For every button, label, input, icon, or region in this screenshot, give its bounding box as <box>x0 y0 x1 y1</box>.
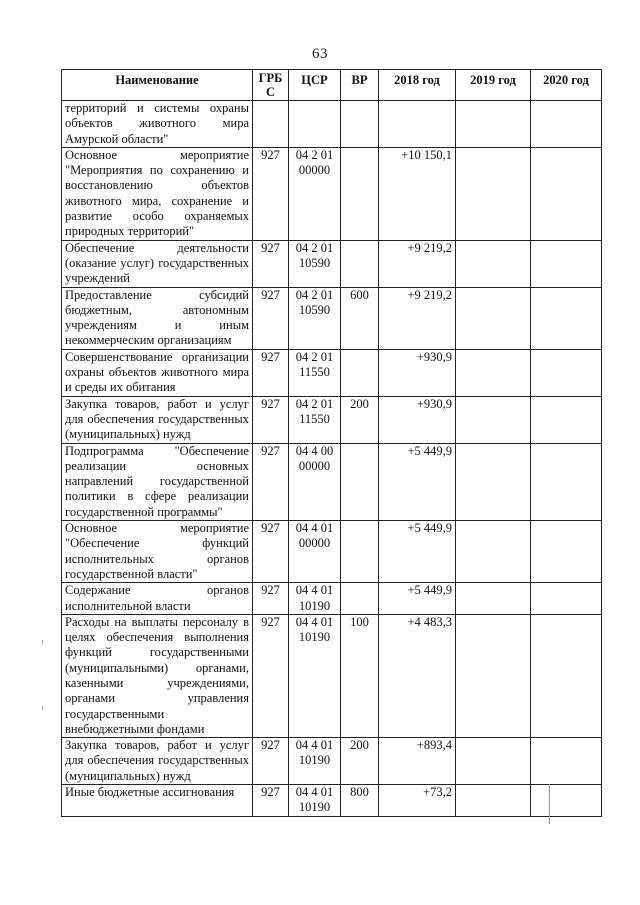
value-2020-cell <box>531 785 602 817</box>
grbs-cell: 927 <box>253 349 289 396</box>
value-2019-cell <box>456 349 531 396</box>
grbs-cell <box>253 101 289 148</box>
value-2020-cell <box>531 349 602 396</box>
vr-cell <box>341 240 379 287</box>
table-row <box>62 147 602 240</box>
page-number: 63 <box>312 46 328 62</box>
table-body <box>62 101 602 817</box>
name-cell: Закупка товаров, работ и услуг для обеспечения государственных (муниципальных) нужд <box>62 396 253 443</box>
name-cell: Расходы на выплаты персоналу в целях обеспечения выполнения функций государственными (муниципальными) органами, казенными учреждениями, органами управления государственными внебюджетными фондами <box>62 614 253 737</box>
csr-cell: 04 2 01 11550 <box>289 349 341 396</box>
value-2019-cell <box>456 443 531 520</box>
name-cell: Основное мероприятие "Обеспечение функций исполнительных органов государственной власти" <box>62 521 253 583</box>
table-row <box>62 583 602 615</box>
grbs-cell: 927 <box>253 147 289 240</box>
csr-cell: 04 4 01 10190 <box>289 785 341 817</box>
column-header-2018: 2018 год <box>379 70 456 101</box>
value-2018-cell: +5 449,9 <box>379 583 456 615</box>
table-row <box>62 738 602 785</box>
vr-cell <box>341 521 379 583</box>
value-2018-cell: +5 449,9 <box>379 443 456 520</box>
value-2020-cell <box>531 147 602 240</box>
value-2020-cell <box>531 583 602 615</box>
grbs-cell: 927 <box>253 738 289 785</box>
csr-cell <box>289 101 341 148</box>
value-2019-cell <box>456 583 531 615</box>
budget-table <box>61 69 602 817</box>
grbs-cell: 927 <box>253 443 289 520</box>
vr-cell: 100 <box>341 614 379 737</box>
value-2018-cell <box>379 101 456 148</box>
value-2019-cell <box>456 147 531 240</box>
table-row <box>62 443 602 520</box>
scan-artifact <box>42 640 43 644</box>
column-header-name: Наименование <box>62 70 253 101</box>
vr-cell <box>341 147 379 240</box>
grbs-cell: 927 <box>253 287 289 349</box>
value-2020-cell <box>531 614 602 737</box>
csr-cell: 04 4 00 00000 <box>289 443 341 520</box>
value-2018-cell: +4 483,3 <box>379 614 456 737</box>
name-cell: территорий и системы охраны объектов животного мира Амурской области" <box>62 101 253 148</box>
csr-cell: 04 2 01 11550 <box>289 396 341 443</box>
vr-cell: 800 <box>341 785 379 817</box>
value-2020-cell <box>531 240 602 287</box>
value-2020-cell <box>531 738 602 785</box>
table-row <box>62 287 602 349</box>
column-header-vr: ВР <box>341 70 379 101</box>
value-2020-cell <box>531 101 602 148</box>
name-cell: Закупка товаров, работ и услуг для обеспечения государственных (муниципальных) нужд <box>62 738 253 785</box>
csr-cell: 04 4 01 10190 <box>289 738 341 785</box>
scan-artifact <box>549 784 550 824</box>
csr-cell: 04 4 01 10190 <box>289 614 341 737</box>
table-row <box>62 396 602 443</box>
column-header-grbs: ГРБ С <box>253 70 289 101</box>
column-header-2019: 2019 год <box>456 70 531 101</box>
name-cell: Предоставление субсидий бюджетным, автономным учреждениям и иным некоммерческим организациям <box>62 287 253 349</box>
csr-cell: 04 2 01 10590 <box>289 240 341 287</box>
table-row <box>62 785 602 817</box>
value-2019-cell <box>456 785 531 817</box>
vr-cell: 600 <box>341 287 379 349</box>
scan-artifact <box>42 706 43 710</box>
value-2019-cell <box>456 614 531 737</box>
grbs-cell: 927 <box>253 583 289 615</box>
value-2018-cell: +10 150,1 <box>379 147 456 240</box>
table-row <box>62 240 602 287</box>
value-2018-cell: +5 449,9 <box>379 521 456 583</box>
name-cell: Подпрограмма "Обеспечение реализации основных направлений государственной политики в сфере реализации государственной программы" <box>62 443 253 520</box>
value-2020-cell <box>531 443 602 520</box>
table-row <box>62 521 602 583</box>
value-2018-cell: +930,9 <box>379 396 456 443</box>
column-header-2020: 2020 год <box>531 70 602 101</box>
grbs-cell: 927 <box>253 614 289 737</box>
name-cell: Обеспечение деятельности (оказание услуг) государственных учреждений <box>62 240 253 287</box>
value-2018-cell: +930,9 <box>379 349 456 396</box>
table-row <box>62 349 602 396</box>
value-2020-cell <box>531 396 602 443</box>
name-cell: Основное мероприятие "Мероприятия по сохранению и восстановлению объектов животного мира, сохранение и развитие особо охраняемых природных территорий" <box>62 147 253 240</box>
value-2018-cell: +9 219,2 <box>379 287 456 349</box>
value-2019-cell <box>456 521 531 583</box>
value-2020-cell <box>531 521 602 583</box>
table-row <box>62 614 602 737</box>
value-2019-cell <box>456 240 531 287</box>
grbs-cell: 927 <box>253 521 289 583</box>
name-cell: Содержание органов исполнительной власти <box>62 583 253 615</box>
grbs-cell: 927 <box>253 785 289 817</box>
grbs-cell: 927 <box>253 396 289 443</box>
table-header-row <box>62 70 602 101</box>
name-cell: Совершенствование организации охраны объектов животного мира и среды их обитания <box>62 349 253 396</box>
vr-cell <box>341 583 379 615</box>
value-2019-cell <box>456 101 531 148</box>
value-2020-cell <box>531 287 602 349</box>
value-2018-cell: +893,4 <box>379 738 456 785</box>
value-2019-cell <box>456 738 531 785</box>
value-2018-cell: +9 219,2 <box>379 240 456 287</box>
vr-cell <box>341 349 379 396</box>
vr-cell: 200 <box>341 738 379 785</box>
csr-cell: 04 4 01 00000 <box>289 521 341 583</box>
csr-cell: 04 4 01 10190 <box>289 583 341 615</box>
value-2019-cell <box>456 287 531 349</box>
name-cell: Иные бюджетные ассигнования <box>62 785 253 817</box>
csr-cell: 04 2 01 10590 <box>289 287 341 349</box>
value-2018-cell: +73,2 <box>379 785 456 817</box>
column-header-csr: ЦСР <box>289 70 341 101</box>
vr-cell <box>341 443 379 520</box>
table-row <box>62 101 602 148</box>
grbs-cell: 927 <box>253 240 289 287</box>
value-2019-cell <box>456 396 531 443</box>
vr-cell <box>341 101 379 148</box>
csr-cell: 04 2 01 00000 <box>289 147 341 240</box>
vr-cell: 200 <box>341 396 379 443</box>
